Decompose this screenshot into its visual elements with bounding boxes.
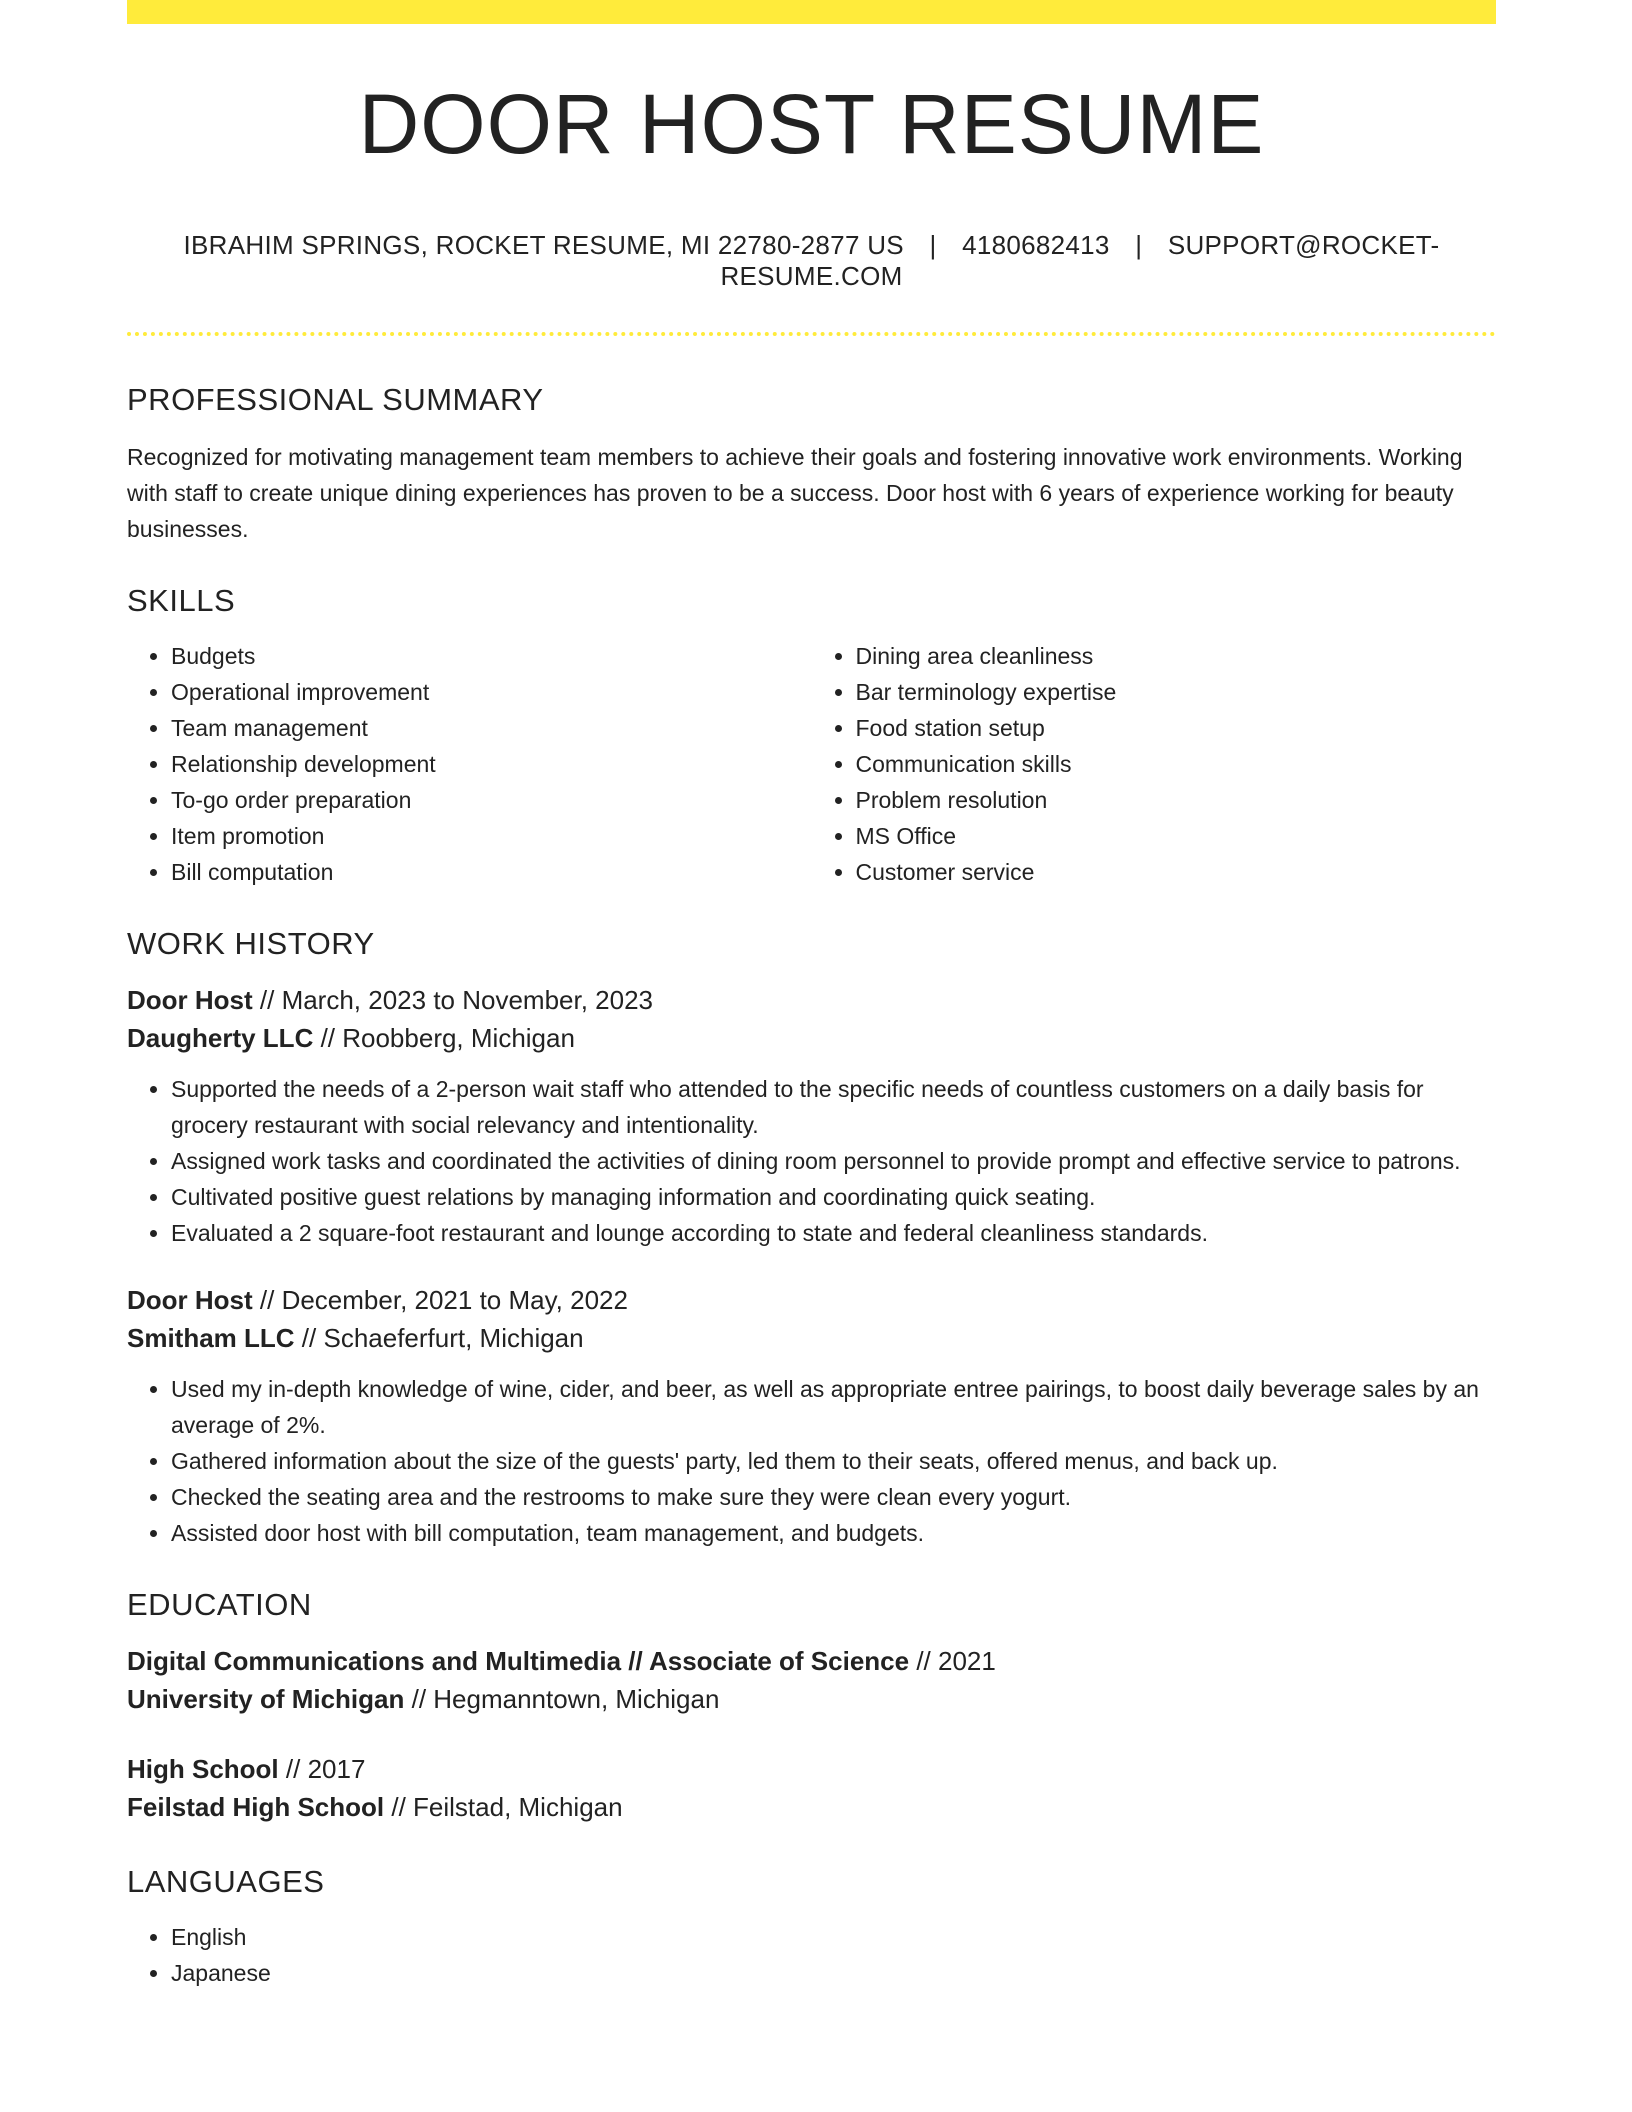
language-item: • English xyxy=(171,1919,1496,1955)
job-entry xyxy=(127,981,1496,1251)
language-item: • Japanese xyxy=(171,1955,1496,1991)
job-bullet: • Evaluated a 2 square-foot restaurant and lounge according to state and federal cleanliness standards. xyxy=(171,1215,1496,1251)
job-bullet: • Assisted door host with bill computation, team management, and budgets. xyxy=(171,1515,1496,1551)
skill-item: • To-go order preparation xyxy=(171,782,812,818)
contact-phone: 4180682413 xyxy=(962,230,1110,260)
summary-text: Recognized for motivating management team members to achieve their goals and fostering innovative work environments. Working with staff to create unique dining experiences has proven to be a success. Door host with 6 years of experience working for beauty businesses. xyxy=(127,444,1463,542)
education-entry xyxy=(127,1642,1496,1718)
education-location: // Feilstad, Michigan xyxy=(384,1792,623,1822)
job-title-line xyxy=(127,981,1496,1019)
job-entry xyxy=(127,1281,1496,1551)
education-school: Feilstad High School xyxy=(127,1792,385,1822)
job-bullets xyxy=(127,1371,1496,1551)
education-degree-line xyxy=(127,1642,1496,1680)
languages-section xyxy=(127,1866,1496,1991)
job-bullets xyxy=(127,1071,1496,1251)
work-history-heading: WORK HISTORY xyxy=(127,926,375,961)
job-dates: // March, 2023 to November, 2023 xyxy=(252,985,654,1015)
languages-list xyxy=(127,1919,1496,1991)
skill-item: • Dining area cleanliness xyxy=(856,638,1497,674)
skill-item: • Food station setup xyxy=(856,710,1497,746)
dotted-divider xyxy=(127,332,1496,336)
skills-columns xyxy=(127,638,1496,890)
contact-address: IBRAHIM SPRINGS, ROCKET RESUME, MI 22780-2877 US xyxy=(183,230,904,260)
job-title-line xyxy=(127,1281,1496,1319)
education-year: // 2021 xyxy=(909,1646,996,1676)
skill-item: • Team management xyxy=(171,710,812,746)
education-degree: Digital Communications and Multimedia // Associate of Science xyxy=(127,1646,910,1676)
job-title: Door Host xyxy=(127,985,253,1015)
skill-item: • Budgets xyxy=(171,638,812,674)
skill-item: • Customer service xyxy=(856,854,1497,890)
top-accent-bar xyxy=(127,0,1496,24)
job-location: // Roobberg, Michigan xyxy=(313,1023,575,1053)
job-company: Daugherty LLC xyxy=(127,1023,314,1053)
education-year: // 2017 xyxy=(278,1754,366,1784)
education-degree-line xyxy=(127,1750,1496,1788)
skill-item: • Bill computation xyxy=(171,854,812,890)
work-history-section xyxy=(127,928,1496,1551)
contact-email: SUPPORT@ROCKET-RESUME.COM xyxy=(720,230,1440,291)
contact-separator: | xyxy=(1135,230,1143,260)
job-bullet: • Gathered information about the size of the guests' party, led them to their seats, offered menus, and back up. xyxy=(171,1443,1496,1479)
skill-item: • MS Office xyxy=(856,818,1497,854)
job-bullet: • Assigned work tasks and coordinated the activities of dining room personnel to provide prompt and effective service to patrons. xyxy=(171,1143,1496,1179)
education-school: University of Michigan xyxy=(127,1684,405,1714)
job-bullet: • Supported the needs of a 2-person wait staff who attended to the specific needs of countless customers on a daily basis for grocery restaurant with social relevancy and intentionality. xyxy=(171,1071,1496,1143)
education-location: // Hegmanntown, Michigan xyxy=(404,1684,720,1714)
skills-section xyxy=(127,585,1496,890)
job-company-line xyxy=(127,1019,1496,1057)
education-heading: EDUCATION xyxy=(127,1587,312,1622)
resume-title: DOOR HOST RESUME xyxy=(358,77,1265,171)
skills-right-list xyxy=(812,638,1497,890)
skill-item: • Problem resolution xyxy=(856,782,1497,818)
contact-line xyxy=(127,230,1496,292)
job-bullet: • Cultivated positive guest relations by managing information and coordinating quick seating. xyxy=(171,1179,1496,1215)
job-company: Smitham LLC xyxy=(127,1323,295,1353)
education-school-line xyxy=(127,1680,1496,1718)
contact-separator: | xyxy=(929,230,937,260)
skills-heading: SKILLS xyxy=(127,583,236,618)
job-bullet: • Used my in-depth knowledge of wine, cider, and beer, as well as appropriate entree pairings, to boost daily beverage sales by an average of 2%. xyxy=(171,1371,1496,1443)
resume-page xyxy=(127,0,1496,1991)
job-company-line xyxy=(127,1319,1496,1357)
education-section xyxy=(127,1589,1496,1826)
education-entry xyxy=(127,1750,1496,1826)
job-bullet: • Checked the seating area and the restrooms to make sure they were clean every yogurt. xyxy=(171,1479,1496,1515)
skill-item: • Operational improvement xyxy=(171,674,812,710)
skills-left-list xyxy=(127,638,812,890)
job-title: Door Host xyxy=(127,1285,253,1315)
languages-heading: LANGUAGES xyxy=(127,1864,325,1899)
job-location: // Schaeferfurt, Michigan xyxy=(294,1323,584,1353)
summary-heading: PROFESSIONAL SUMMARY xyxy=(127,382,544,417)
skill-item: • Item promotion xyxy=(171,818,812,854)
education-school-line xyxy=(127,1788,1496,1826)
skill-item: • Relationship development xyxy=(171,746,812,782)
skill-item: • Bar terminology expertise xyxy=(856,674,1497,710)
education-degree: High School xyxy=(127,1754,279,1784)
skill-item: • Communication skills xyxy=(856,746,1497,782)
job-dates: // December, 2021 to May, 2022 xyxy=(252,1285,628,1315)
summary-section xyxy=(127,384,1496,547)
